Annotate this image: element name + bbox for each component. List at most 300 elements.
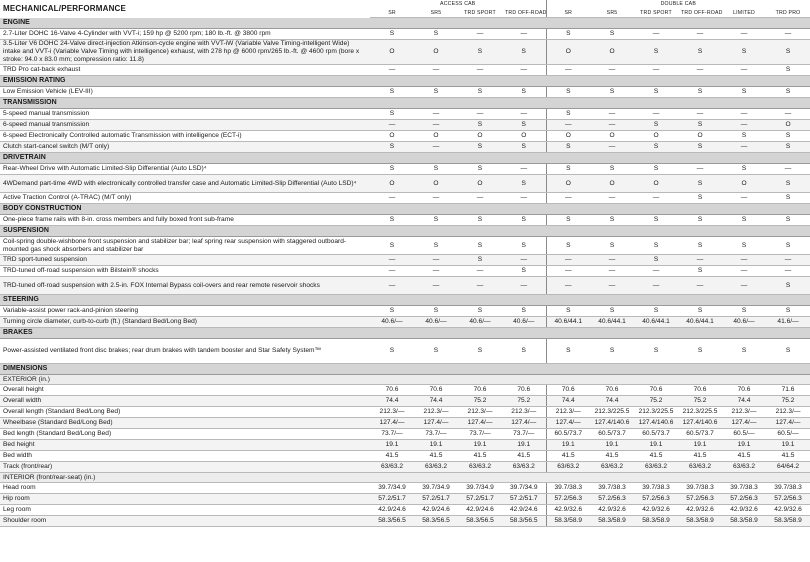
table-row bbox=[0, 277, 810, 295]
section-header bbox=[0, 153, 810, 164]
cell-value: — bbox=[678, 255, 722, 266]
cell-value: O bbox=[414, 175, 458, 193]
cell-value: S bbox=[678, 40, 722, 65]
cell-value: — bbox=[722, 120, 766, 131]
column-header: SR5 bbox=[414, 8, 458, 18]
cell-value: O bbox=[590, 175, 634, 193]
cell-value: — bbox=[590, 277, 634, 295]
row-label: Overall width bbox=[0, 396, 370, 407]
cell-value: 39.7/38.3 bbox=[722, 483, 766, 494]
cell-value: 212.3/— bbox=[722, 407, 766, 418]
row-label: Coil-spring double-wishbone front suspension and stabilizer bar; leaf spring rear suspension with staggered outboard-mounted gas shock absorbers and stabilizer bar bbox=[0, 237, 370, 255]
cell-value: — bbox=[458, 266, 502, 277]
cell-value: 58.3/58.9 bbox=[590, 516, 634, 527]
cell-value: S bbox=[502, 142, 546, 153]
section-label: BRAKES bbox=[0, 328, 810, 339]
table-row bbox=[0, 87, 810, 98]
row-label: Turning circle diameter, curb-to-curb (ft.) (Standard Bed/Long Bed) bbox=[0, 317, 370, 328]
cell-value: 19.1 bbox=[722, 440, 766, 451]
cell-value: S bbox=[722, 339, 766, 364]
cell-value: 19.1 bbox=[458, 440, 502, 451]
section-label: EXTERIOR (in.) bbox=[0, 375, 810, 385]
section-label: DRIVETRAIN bbox=[0, 153, 810, 164]
cell-value: 41.5 bbox=[590, 451, 634, 462]
row-label: Track (front/rear) bbox=[0, 462, 370, 473]
section-label: DIMENSIONS bbox=[0, 364, 810, 375]
table-row bbox=[0, 306, 810, 317]
table-row bbox=[0, 255, 810, 266]
cell-value: S bbox=[634, 142, 678, 153]
cell-value: 74.4 bbox=[590, 396, 634, 407]
cell-value: 42.9/32.6 bbox=[678, 505, 722, 516]
cell-value: S bbox=[370, 164, 414, 175]
cell-value: — bbox=[722, 277, 766, 295]
table-row bbox=[0, 266, 810, 277]
cell-value: — bbox=[414, 266, 458, 277]
row-label: Clutch start-cancel switch (M/T only) bbox=[0, 142, 370, 153]
table-row bbox=[0, 407, 810, 418]
cell-value: S bbox=[590, 215, 634, 226]
cell-value: — bbox=[634, 65, 678, 76]
cell-value: S bbox=[590, 339, 634, 364]
table-row bbox=[0, 418, 810, 429]
cell-value: 75.2 bbox=[502, 396, 546, 407]
cell-value: S bbox=[502, 339, 546, 364]
cell-value: 41.5 bbox=[634, 451, 678, 462]
cell-value: 75.2 bbox=[634, 396, 678, 407]
cell-value: 63/63.2 bbox=[458, 462, 502, 473]
cell-value: S bbox=[502, 175, 546, 193]
row-label: Wheelbase (Standard Bed/Long Bed) bbox=[0, 418, 370, 429]
cell-value: 212.3/— bbox=[414, 407, 458, 418]
cell-value: 42.9/32.6 bbox=[546, 505, 590, 516]
cell-value: 212.3/— bbox=[546, 407, 590, 418]
cell-value: 63/63.2 bbox=[722, 462, 766, 473]
table-body bbox=[0, 18, 810, 527]
cell-value: 63/63.2 bbox=[590, 462, 634, 473]
cell-value: S bbox=[370, 109, 414, 120]
cell-value: 19.1 bbox=[546, 440, 590, 451]
row-label: Hip room bbox=[0, 494, 370, 505]
cell-value: 127.4/— bbox=[502, 418, 546, 429]
cell-value: S bbox=[590, 87, 634, 98]
section-header bbox=[0, 364, 810, 375]
cell-value: S bbox=[502, 120, 546, 131]
cell-value: — bbox=[370, 277, 414, 295]
column-header: TRD SPORT bbox=[634, 8, 678, 18]
cell-value: — bbox=[678, 277, 722, 295]
cell-value: — bbox=[546, 266, 590, 277]
cell-value: 41.5 bbox=[546, 451, 590, 462]
cell-value: S bbox=[722, 306, 766, 317]
cell-value: 39.7/38.3 bbox=[590, 483, 634, 494]
table-row bbox=[0, 396, 810, 407]
cell-value: — bbox=[458, 277, 502, 295]
cell-value: 60.5/73.7 bbox=[546, 429, 590, 440]
cell-value: — bbox=[502, 29, 546, 40]
table-row bbox=[0, 462, 810, 473]
cell-value: S bbox=[458, 215, 502, 226]
cell-value: S bbox=[414, 237, 458, 255]
cell-value: 42.9/24.6 bbox=[370, 505, 414, 516]
cell-value: 40.6/— bbox=[414, 317, 458, 328]
cell-value: S bbox=[766, 215, 810, 226]
cell-value: 57.2/56.3 bbox=[766, 494, 810, 505]
row-label: Active Traction Control (A-TRAC) (M/T only) bbox=[0, 193, 370, 204]
cell-value: S bbox=[766, 237, 810, 255]
cell-value: 58.3/58.9 bbox=[634, 516, 678, 527]
cell-value: 41.5 bbox=[678, 451, 722, 462]
cell-value: 60.5/73.7 bbox=[634, 429, 678, 440]
group-access-cab: ACCESS CAB bbox=[440, 1, 476, 7]
cell-value: S bbox=[458, 339, 502, 364]
row-label: Leg room bbox=[0, 505, 370, 516]
cell-value: O bbox=[766, 120, 810, 131]
cell-value: 40.6/— bbox=[722, 317, 766, 328]
column-header: TRD OFF-ROAD bbox=[502, 8, 546, 18]
cell-value: — bbox=[590, 65, 634, 76]
row-label: Bed length (Standard Bed/Long Bed) bbox=[0, 429, 370, 440]
section-header bbox=[0, 226, 810, 237]
table-row bbox=[0, 237, 810, 255]
section-header bbox=[0, 76, 810, 87]
cell-value: O bbox=[370, 40, 414, 65]
cell-value: S bbox=[722, 164, 766, 175]
cell-value: 58.3/58.9 bbox=[766, 516, 810, 527]
cell-value: 212.3/225.5 bbox=[634, 407, 678, 418]
cell-value: — bbox=[590, 193, 634, 204]
cell-value: S bbox=[370, 29, 414, 40]
column-header: TRD SPORT bbox=[458, 8, 502, 18]
table-row bbox=[0, 429, 810, 440]
cell-value: 127.4/— bbox=[370, 418, 414, 429]
table-row bbox=[0, 164, 810, 175]
table-row bbox=[0, 505, 810, 516]
cell-value: 42.9/24.6 bbox=[502, 505, 546, 516]
cell-value: O bbox=[458, 131, 502, 142]
cell-value: S bbox=[678, 215, 722, 226]
cell-value: S bbox=[678, 87, 722, 98]
cell-value: — bbox=[546, 120, 590, 131]
cell-value: S bbox=[370, 142, 414, 153]
cell-value: 19.1 bbox=[414, 440, 458, 451]
cell-value: 70.6 bbox=[502, 385, 546, 396]
cell-value: — bbox=[414, 109, 458, 120]
cell-value: S bbox=[546, 164, 590, 175]
cell-value: 70.6 bbox=[414, 385, 458, 396]
section-label: EMISSION RATING bbox=[0, 76, 810, 87]
cell-value: — bbox=[678, 164, 722, 175]
table-row bbox=[0, 142, 810, 153]
cell-value: S bbox=[678, 237, 722, 255]
table-row bbox=[0, 131, 810, 142]
cell-value: 57.2/51.7 bbox=[370, 494, 414, 505]
table-row bbox=[0, 215, 810, 226]
row-label: TRD Pro cat-back exhaust bbox=[0, 65, 370, 76]
cell-value: S bbox=[590, 29, 634, 40]
cell-value: 57.2/56.3 bbox=[634, 494, 678, 505]
cell-value: 39.7/34.9 bbox=[502, 483, 546, 494]
cell-value: 40.6/44.1 bbox=[634, 317, 678, 328]
cell-value: 19.1 bbox=[502, 440, 546, 451]
cell-value: O bbox=[546, 175, 590, 193]
cell-value: 63/63.2 bbox=[634, 462, 678, 473]
cell-value: S bbox=[590, 164, 634, 175]
cell-value: S bbox=[722, 87, 766, 98]
section-label: TRANSMISSION bbox=[0, 98, 810, 109]
group-header-row bbox=[0, 0, 810, 8]
subsection-header bbox=[0, 375, 810, 385]
row-label: Overall length (Standard Bed/Long Bed) bbox=[0, 407, 370, 418]
cell-value: 42.9/32.6 bbox=[634, 505, 678, 516]
cell-value: S bbox=[458, 237, 502, 255]
cell-value: 63/63.2 bbox=[414, 462, 458, 473]
cell-value: 60.5/— bbox=[766, 429, 810, 440]
cell-value: — bbox=[502, 277, 546, 295]
cell-value: — bbox=[502, 109, 546, 120]
row-label: 6-speed manual transmission bbox=[0, 120, 370, 131]
cell-value: — bbox=[722, 65, 766, 76]
cell-value: 39.7/34.9 bbox=[458, 483, 502, 494]
cell-value: 63/63.2 bbox=[546, 462, 590, 473]
cell-value: 41.5 bbox=[458, 451, 502, 462]
cell-value: O bbox=[722, 175, 766, 193]
cell-value: 212.3/— bbox=[766, 407, 810, 418]
cell-value: — bbox=[370, 255, 414, 266]
cell-value: S bbox=[546, 237, 590, 255]
cell-value: 127.4/— bbox=[546, 418, 590, 429]
cell-value: 58.3/58.9 bbox=[678, 516, 722, 527]
section-header bbox=[0, 295, 810, 306]
cell-value: S bbox=[502, 215, 546, 226]
cell-value: 70.6 bbox=[546, 385, 590, 396]
table-row bbox=[0, 40, 810, 65]
cell-value: 57.2/56.3 bbox=[722, 494, 766, 505]
cell-value: 39.7/38.3 bbox=[766, 483, 810, 494]
cell-value: 57.2/51.7 bbox=[458, 494, 502, 505]
cell-value: — bbox=[370, 120, 414, 131]
cell-value: — bbox=[502, 164, 546, 175]
row-label: TRD-tuned off-road suspension with 2.5-in. FOX Internal Bypass coil-overs and rear remote reservoir shocks bbox=[0, 277, 370, 295]
cell-value: 212.3/225.5 bbox=[678, 407, 722, 418]
cell-value: S bbox=[458, 255, 502, 266]
cell-value: S bbox=[678, 339, 722, 364]
cell-value: 42.9/32.6 bbox=[766, 505, 810, 516]
cell-value: S bbox=[634, 87, 678, 98]
cell-value: 127.4/— bbox=[766, 418, 810, 429]
cell-value: S bbox=[590, 306, 634, 317]
cell-value: S bbox=[458, 40, 502, 65]
cell-value: S bbox=[502, 237, 546, 255]
cell-value: S bbox=[678, 120, 722, 131]
cell-value: 41.5 bbox=[722, 451, 766, 462]
cell-value: 70.6 bbox=[590, 385, 634, 396]
cell-value: 42.9/32.6 bbox=[722, 505, 766, 516]
cell-value: S bbox=[634, 339, 678, 364]
cell-value: — bbox=[458, 109, 502, 120]
cell-value: 60.5/— bbox=[722, 429, 766, 440]
cell-value: O bbox=[678, 131, 722, 142]
cell-value: S bbox=[546, 339, 590, 364]
row-label: One-piece frame rails with 8-in. cross members and fully boxed front sub-frame bbox=[0, 215, 370, 226]
cell-value: — bbox=[766, 266, 810, 277]
cell-value: 127.4/140.6 bbox=[678, 418, 722, 429]
cell-value: 40.6/44.1 bbox=[546, 317, 590, 328]
cell-value: — bbox=[722, 109, 766, 120]
cell-value: S bbox=[546, 306, 590, 317]
cell-value: S bbox=[370, 237, 414, 255]
cell-value: — bbox=[590, 142, 634, 153]
cell-value: — bbox=[634, 277, 678, 295]
section-label: SUSPENSION bbox=[0, 226, 810, 237]
row-label: 3.5-Liter V6 DOHC 24-Valve direct-injection Atkinson-cycle engine with VVT-iW (Variable Valve Timing-intelligent Wide) intake and VVT-i (Variable Valve Timing with intelligence) exhaust, with 278 hp @ 6000 rpm/265 lb.-ft. @ 4600 rpm (bore x stroke: 94.0 x 83.0 mm; compression ratio: 11.8) bbox=[0, 40, 370, 65]
row-label: Rear-Wheel Drive with Automatic Limited-Slip Differential (Auto LSD)⁴ bbox=[0, 164, 370, 175]
cell-value: — bbox=[414, 142, 458, 153]
cell-value: — bbox=[634, 193, 678, 204]
cell-value: S bbox=[722, 215, 766, 226]
cell-value: S bbox=[458, 164, 502, 175]
row-label: Shoulder room bbox=[0, 516, 370, 527]
cell-value: — bbox=[370, 266, 414, 277]
cell-value: S bbox=[634, 164, 678, 175]
cell-value: — bbox=[722, 193, 766, 204]
column-header: SR bbox=[546, 8, 590, 18]
cell-value: — bbox=[722, 255, 766, 266]
cell-value: O bbox=[414, 131, 458, 142]
table-row bbox=[0, 440, 810, 451]
cell-value: S bbox=[678, 266, 722, 277]
cell-value: — bbox=[590, 266, 634, 277]
cell-value: O bbox=[546, 131, 590, 142]
cell-value: — bbox=[766, 109, 810, 120]
cell-value: S bbox=[458, 142, 502, 153]
cell-value: 57.2/56.3 bbox=[546, 494, 590, 505]
cell-value: S bbox=[722, 237, 766, 255]
section-header bbox=[0, 18, 810, 29]
cell-value: 60.5/73.7 bbox=[678, 429, 722, 440]
table-row bbox=[0, 29, 810, 40]
cell-value: — bbox=[502, 193, 546, 204]
cell-value: S bbox=[502, 40, 546, 65]
cell-value: 212.3/— bbox=[370, 407, 414, 418]
cell-value: 64/64.2 bbox=[766, 462, 810, 473]
cell-value: O bbox=[546, 40, 590, 65]
table-title: MECHANICAL/PERFORMANCE bbox=[3, 3, 127, 13]
cell-value: 41.5 bbox=[502, 451, 546, 462]
cell-value: — bbox=[766, 164, 810, 175]
cell-value: 127.4/— bbox=[414, 418, 458, 429]
cell-value: 74.4 bbox=[722, 396, 766, 407]
cell-value: — bbox=[414, 255, 458, 266]
cell-value: — bbox=[414, 193, 458, 204]
cell-value: 41.5 bbox=[766, 451, 810, 462]
cell-value: S bbox=[766, 175, 810, 193]
cell-value: 39.7/34.9 bbox=[370, 483, 414, 494]
cell-value: 57.2/51.7 bbox=[502, 494, 546, 505]
cell-value: — bbox=[766, 29, 810, 40]
cell-value: — bbox=[370, 65, 414, 76]
cell-value: S bbox=[546, 142, 590, 153]
cell-value: S bbox=[766, 40, 810, 65]
cell-value: 70.6 bbox=[370, 385, 414, 396]
cell-value: S bbox=[546, 215, 590, 226]
cell-value: 75.2 bbox=[678, 396, 722, 407]
cell-value: S bbox=[634, 120, 678, 131]
cell-value: — bbox=[502, 65, 546, 76]
cell-value: 73.7/— bbox=[414, 429, 458, 440]
cell-value: — bbox=[634, 29, 678, 40]
cell-value: — bbox=[458, 29, 502, 40]
cell-value: S bbox=[370, 306, 414, 317]
cell-value: 19.1 bbox=[370, 440, 414, 451]
cell-value: S bbox=[458, 120, 502, 131]
cell-value: — bbox=[678, 29, 722, 40]
cell-value: 60.5/73.7 bbox=[590, 429, 634, 440]
table-row bbox=[0, 451, 810, 462]
group-double-cab: DOUBLE CAB bbox=[546, 0, 810, 8]
table-row bbox=[0, 516, 810, 527]
cell-value: S bbox=[370, 339, 414, 364]
cell-value: — bbox=[546, 255, 590, 266]
cell-value: — bbox=[502, 255, 546, 266]
cell-value: 19.1 bbox=[634, 440, 678, 451]
cell-value: — bbox=[546, 193, 590, 204]
cell-value: — bbox=[590, 109, 634, 120]
column-header: SR5 bbox=[590, 8, 634, 18]
cell-value: 212.3/— bbox=[502, 407, 546, 418]
cell-value: — bbox=[634, 266, 678, 277]
cell-value: 57.2/51.7 bbox=[414, 494, 458, 505]
cell-value: 74.4 bbox=[546, 396, 590, 407]
cell-value: S bbox=[766, 306, 810, 317]
cell-value: S bbox=[546, 87, 590, 98]
cell-value: S bbox=[414, 339, 458, 364]
cell-value: 58.3/56.5 bbox=[414, 516, 458, 527]
cell-value: S bbox=[678, 142, 722, 153]
cell-value: 40.6/— bbox=[458, 317, 502, 328]
cell-value: 70.6 bbox=[458, 385, 502, 396]
cell-value: S bbox=[502, 266, 546, 277]
table-row bbox=[0, 483, 810, 494]
table-row bbox=[0, 120, 810, 131]
cell-value: O bbox=[458, 175, 502, 193]
column-header: TRD PRO bbox=[766, 8, 810, 18]
cell-value: 42.9/24.6 bbox=[414, 505, 458, 516]
cell-value: S bbox=[414, 164, 458, 175]
cell-value: 19.1 bbox=[590, 440, 634, 451]
cell-value: O bbox=[370, 175, 414, 193]
column-header: TRD OFF-ROAD bbox=[678, 8, 722, 18]
cell-value: — bbox=[414, 277, 458, 295]
cell-value: S bbox=[634, 40, 678, 65]
cell-value: 75.2 bbox=[766, 396, 810, 407]
cell-value: 58.3/56.5 bbox=[458, 516, 502, 527]
row-label: Variable-assist power rack-and-pinion steering bbox=[0, 306, 370, 317]
cell-value: 73.7/— bbox=[502, 429, 546, 440]
cell-value: — bbox=[634, 109, 678, 120]
cell-value: O bbox=[414, 40, 458, 65]
cell-value: 39.7/38.3 bbox=[634, 483, 678, 494]
cell-value: O bbox=[590, 40, 634, 65]
cell-value: 74.4 bbox=[414, 396, 458, 407]
cell-value: S bbox=[678, 306, 722, 317]
cell-value: S bbox=[678, 175, 722, 193]
cell-value: — bbox=[414, 120, 458, 131]
section-header bbox=[0, 98, 810, 109]
cell-value: O bbox=[634, 175, 678, 193]
cell-value: 39.7/38.3 bbox=[678, 483, 722, 494]
section-header bbox=[0, 328, 810, 339]
